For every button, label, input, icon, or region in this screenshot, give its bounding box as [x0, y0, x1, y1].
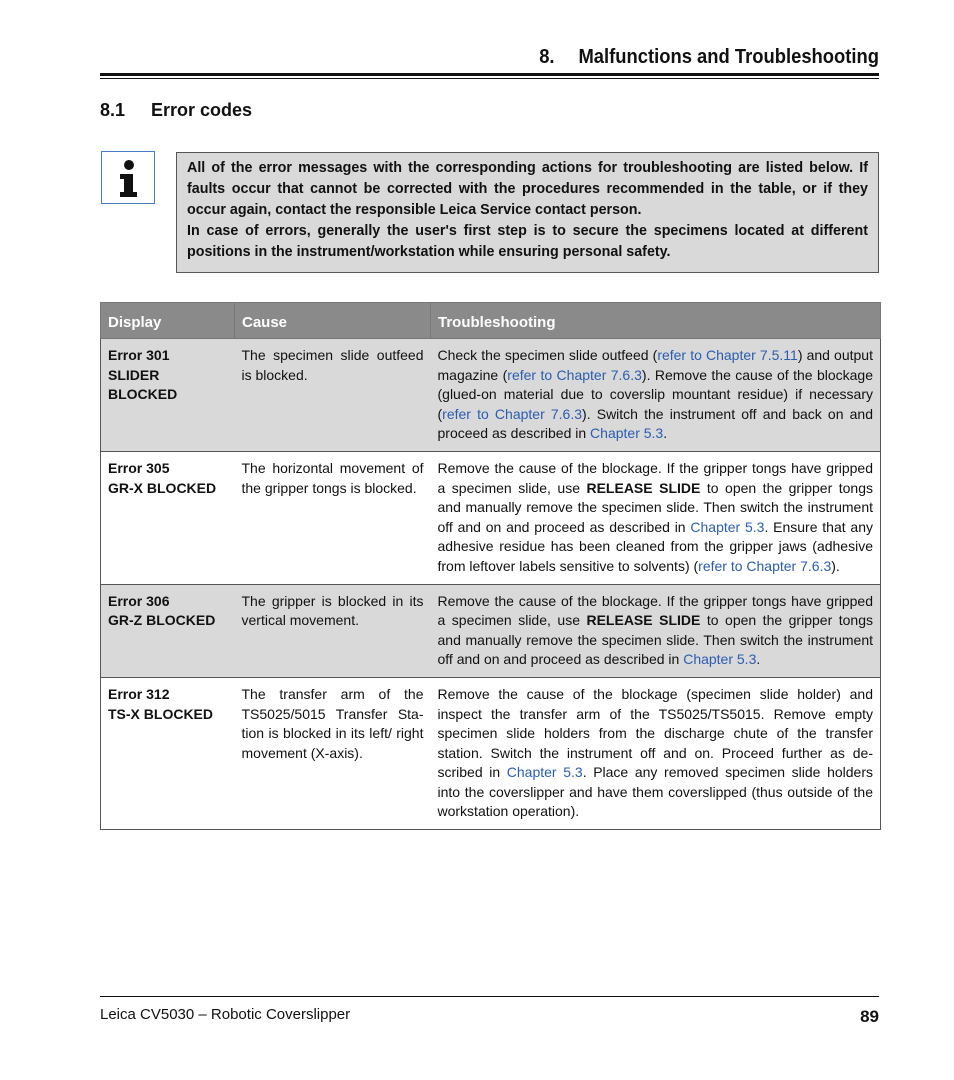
error-name: SLIDER BLOCKED [108, 366, 178, 403]
troubleshooting-text: . Place any removed specimen slide holders into the coverslipper and have them coverslipped (thus outside of the workstation operation). [437, 764, 873, 820]
display-cell [101, 339, 235, 452]
troubleshooting-cell [431, 451, 881, 584]
release-slide-label: RELEASE SLIDE [586, 612, 701, 629]
header-cause: Cause [235, 303, 431, 339]
troubleshooting-text: . Ensure that any adhesive residue has been cleaned from the gripper jaws (adhesive from leftover labels sensitive to solvents) ( [437, 518, 873, 574]
header-troubleshooting: Troubleshooting [431, 303, 881, 339]
troubleshooting-text: ). Switch the instrument off and back on and proceed as described in [437, 405, 873, 442]
display-cell [101, 584, 235, 677]
troubleshooting-text: . [756, 651, 761, 668]
chapter-reference-link[interactable]: Chapter 5.3 [506, 764, 583, 781]
troubleshooting-text: to open the gripper tongs and manually remove the specimen slide. Then switch the instrument off and on and proceed as described in [437, 612, 873, 668]
display-cell [101, 677, 235, 829]
cause-cell: The gripper is blocked in its vertical movement. [235, 584, 431, 677]
header-display: Display [101, 303, 235, 339]
table-row [101, 677, 881, 829]
troubleshooting-cell [431, 677, 881, 829]
error-name: GR-X BLOCKED [108, 479, 217, 496]
chapter-reference-link[interactable]: refer to Chapter 7.5.11 [657, 347, 798, 363]
error-code: Error 301 [108, 347, 170, 363]
chapter-title [162, 46, 879, 69]
table-row [101, 451, 881, 584]
footer-rule [100, 996, 879, 997]
troubleshooting-text: Remove the cause of the blockage. If the gripper tongs have gripped a specimen slide, use [437, 592, 873, 629]
footer-product: Leica CV5030 – Robotic Coverslipper [100, 1006, 351, 1023]
chapter-reference-link[interactable]: Chapter 5.3 [683, 651, 757, 668]
troubleshooting-text: Check the specimen slide outfeed ( [437, 347, 658, 363]
note-box [176, 152, 879, 273]
troubleshooting-text: ). Remove the cause of the blockage (glued-on material due to coverslip mountant residue) if necessary ( [437, 366, 874, 422]
table-row [101, 584, 881, 677]
chapter-reference-link[interactable]: refer to Chapter 7.6.3 [442, 405, 583, 422]
error-code: Error 306 [108, 592, 170, 609]
error-code: Error 312 [108, 685, 170, 702]
display-cell [101, 451, 235, 584]
troubleshooting-text: Remove the cause of the blockage (specimen slide holder) and inspect the transfer arm of the TS5025/TS5015. Remove empty specimen slide holders from the discharge chute of the transfer station. Switch the instrument off and on. Proceed further as de-scribed in [437, 685, 873, 781]
troubleshooting-cell [431, 339, 881, 452]
note-paragraph-2: In case of errors, generally the user's first step is to secure the specimens located at different positions in the instrument/workstation while ensuring personal safety. [187, 223, 868, 260]
release-slide-label: RELEASE SLIDE [586, 479, 701, 496]
page-number: 89 [860, 1007, 879, 1026]
chapter-reference-link[interactable]: refer to Chapter 7.6.3 [507, 366, 642, 383]
chapter-reference-link[interactable]: Chapter 5.3 [690, 518, 765, 535]
info-icon [101, 151, 155, 204]
cause-cell: The transfer arm of the TS5025/5015 Transfer Sta-tion is blocked in its left/ right movement (X-axis). [235, 677, 431, 829]
note-paragraph-1: All of the error messages with the corresponding actions for troubleshooting are listed below. If faults occur that cannot be corrected with the procedures recommended in the table, or if they occur again, contact the responsible Leica Service contact person. [187, 160, 868, 218]
error-name: GR-Z BLOCKED [108, 612, 216, 629]
section-number: 8.1 [100, 100, 126, 120]
cause-cell: The specimen slide outfeed is blocked. [235, 339, 431, 452]
cause-cell: The horizontal movement of the gripper tongs is blocked. [235, 451, 431, 584]
error-name: TS-X BLOCKED [108, 705, 213, 722]
error-codes-table [100, 302, 881, 830]
section-title [100, 100, 252, 121]
troubleshooting-text: Remove the cause of the blockage. If the gripper tongs have gripped a specimen slide, use [437, 459, 873, 496]
chapter-number: 8. [539, 46, 555, 68]
troubleshooting-text: ) and output magazine ( [437, 347, 873, 383]
table-row [101, 339, 881, 452]
header-rule-thin [100, 78, 879, 79]
troubleshooting-cell [431, 584, 881, 677]
chapter-reference-link[interactable]: Chapter 5.3 [590, 425, 664, 442]
chapter-reference-link[interactable]: refer to Chapter 7.6.3 [698, 557, 832, 574]
troubleshooting-text: ). [831, 557, 840, 574]
section-title-text: Error codes [151, 100, 253, 120]
troubleshooting-text: to open the gripper tongs and manually remove the specimen slide. Then switch the instrument off and on and proceed as described in [437, 479, 873, 535]
error-code: Error 305 [108, 459, 170, 476]
header-rule-thick [100, 73, 879, 76]
table-header-row [101, 303, 881, 339]
chapter-title-text: Malfunctions and Troubleshooting [578, 46, 879, 68]
troubleshooting-text: . [663, 425, 668, 442]
